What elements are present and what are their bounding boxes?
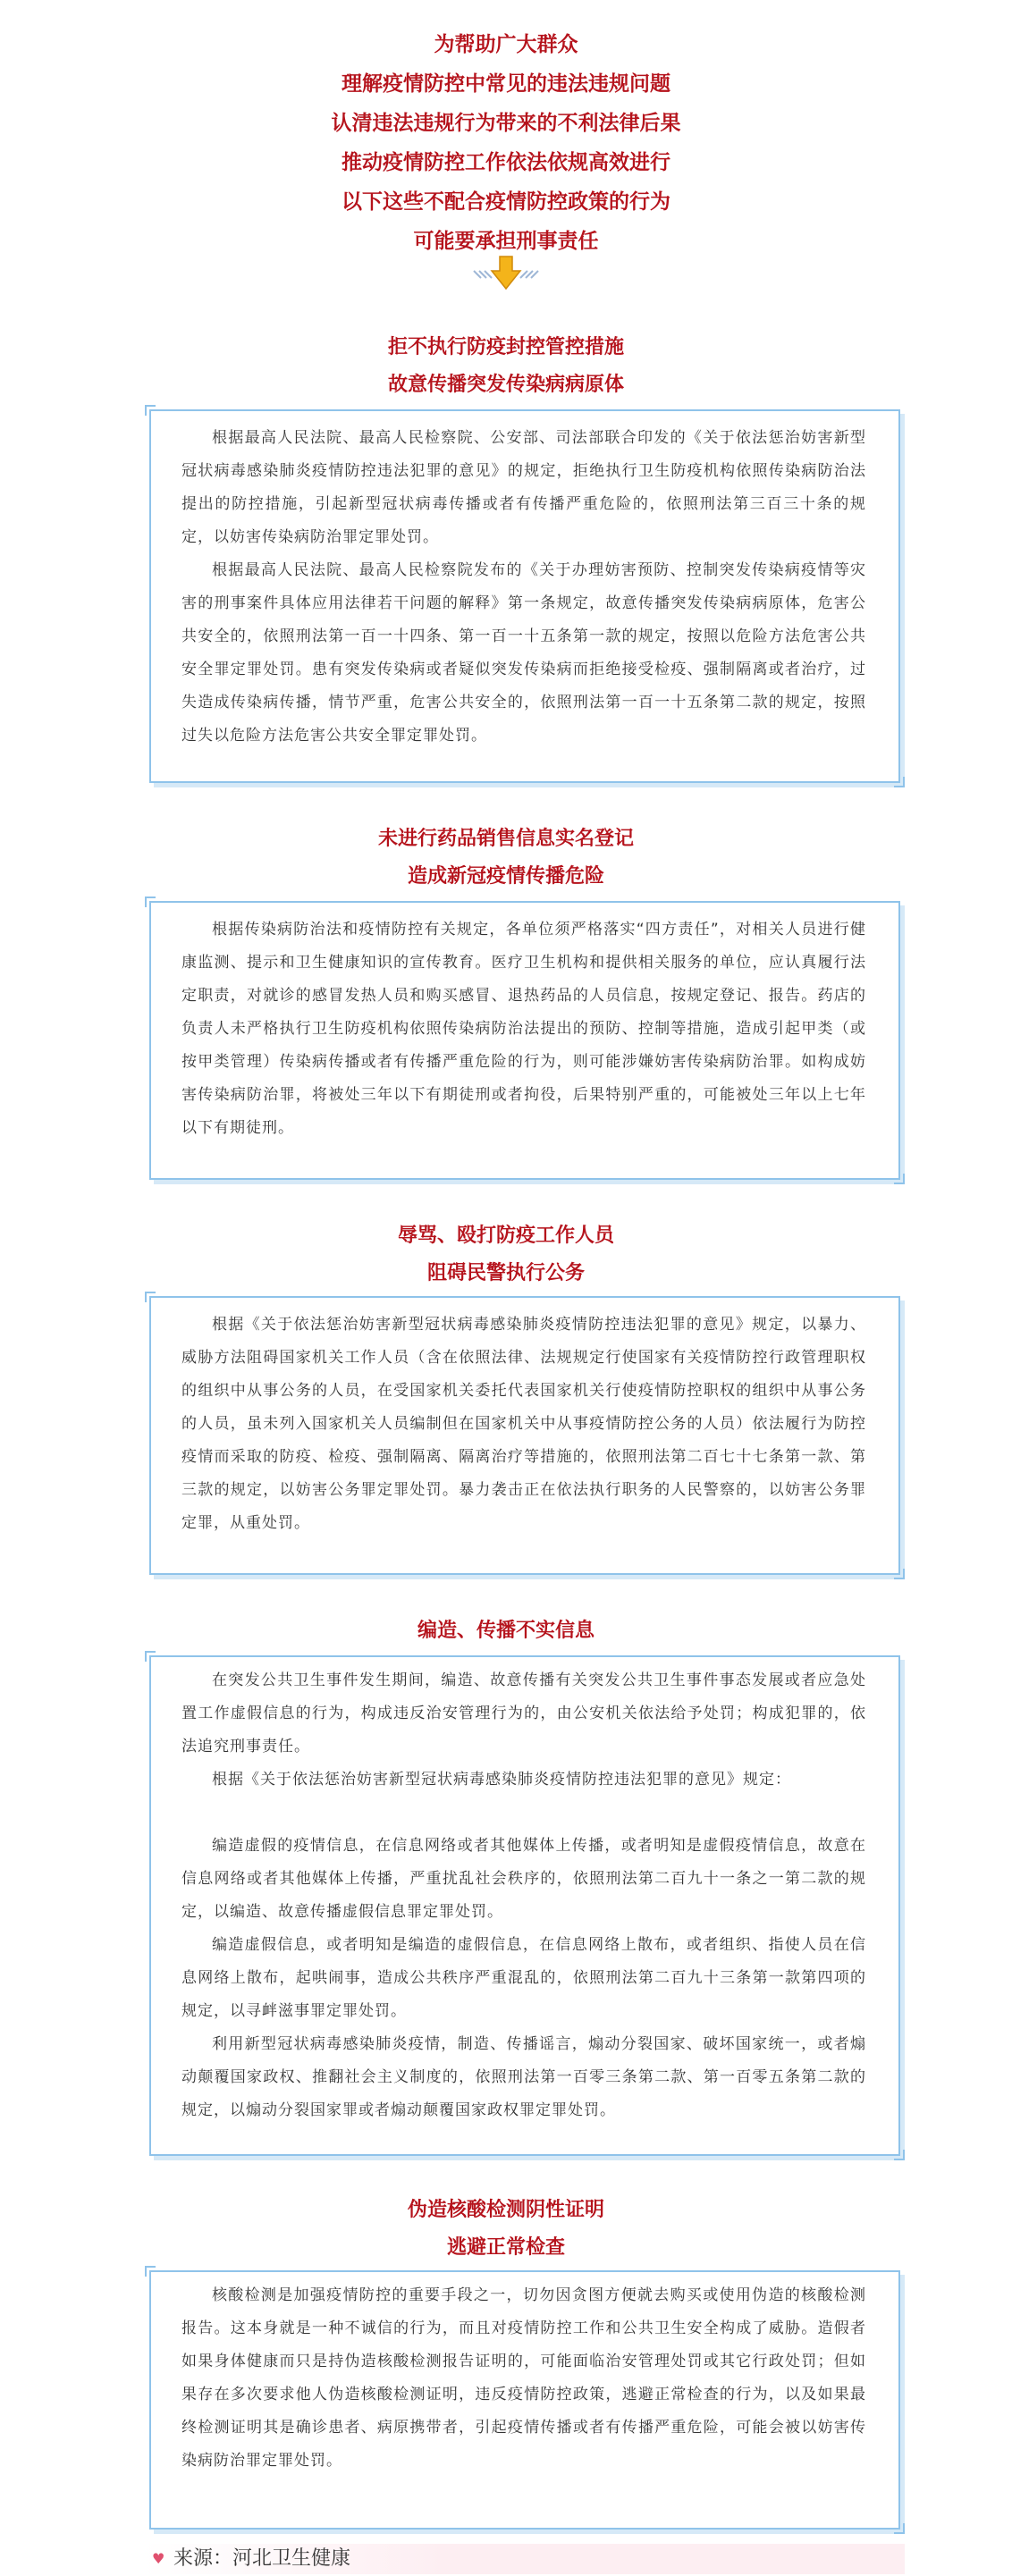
section-heading	[0, 821, 1012, 896]
section-heading	[0, 329, 1012, 404]
paragraph: 根据《关于依法惩治妨害新型冠状病毒感染肺炎疫情防控违法犯罪的意见》规定，以暴力、威胁方法阻碍国家机关工作人员（含在依照法律、法规规定行使国家有关疫情防控行政管理职权的组织中从事公务的人员，在受国家机关委托代表国家机关行使疫情防控职权的组织中从事公务的人员，虽未列入国家机关人员编制但在国家机关中从事疫情防控公务的人员）依法履行为防控疫情而采取的防疫、检疫、强制隔离、隔离治疗等措施的，依照刑法第二百七十七条第一款、第三款的规定，以妨害公务罪定罪处罚。暴力袭击正在依法执行职务的人民警察的，以妨害公务罪定罪，从重处罚。	[181, 1316, 866, 1532]
content-box	[149, 901, 900, 1180]
section-title: 拒不执行防疫封控管控措施	[387, 336, 624, 358]
section-title: 辱骂、殴打防疫工作人员	[397, 1225, 614, 1247]
content-box	[149, 1296, 900, 1575]
paragraph: 编造虚假信息，或者明知是编造的虚假信息，在信息网络上散布，或者组织、指使人员在信息网络上散布，起哄闹事，造成公共秩序严重混乱的，依照刑法第二百九十三条第一款第四项的规定，以寻衅滋事罪定罪处罚。	[181, 1936, 866, 2020]
section-title: 故意传播突发传染病病原体	[387, 374, 624, 396]
intro-line: 理解疫情防控中常见的违法违规问题	[342, 72, 670, 96]
section-heading	[0, 2192, 1012, 2267]
intro-line: 为帮助广大群众	[434, 33, 578, 56]
content-box	[149, 2270, 900, 2530]
section-title: 阻碍民警执行公务	[426, 1262, 585, 1284]
section-heading	[0, 1217, 1012, 1292]
paragraph: 在突发公共卫生事件发生期间，编造、故意传播有关突发公共卫生事件事态发展或者应急处置工作虚假信息的行为，构成违反治安管理行为的，由公安机关依法给予处罚；构成犯罪的，依法追究刑事责任。	[181, 1671, 866, 1755]
section-title: 未进行药品销售信息实名登记	[377, 828, 634, 850]
section-title: 编造、传播不实信息	[417, 1620, 595, 1642]
section-title: 造成新冠疫情传播危险	[407, 865, 604, 888]
section-heading	[0, 1612, 1012, 1650]
section-title: 伪造核酸检测阴性证明	[407, 2199, 604, 2221]
intro-line: 推动疫情防控工作依法依规高效进行	[342, 151, 670, 174]
intro-line: 认清违法违规行为带来的不利法律后果	[331, 112, 681, 135]
section-title: 逃避正常检查	[446, 2236, 565, 2259]
down-arrow-icon	[470, 253, 542, 292]
paragraph: 根据《关于依法惩治妨害新型冠状病毒感染肺炎疫情防控违法犯罪的意见》规定：	[212, 1771, 791, 1789]
paragraph: 编造虚假的疫情信息，在信息网络或者其他媒体上传播，或者明知是虚假疫情信息，故意在信息网络或者其他媒体上传播，严重扰乱社会秩序的，依照刑法第二百九十一条之一第二款的规定，以编造、故意传播虚假信息罪定罪处罚。	[181, 1837, 866, 1921]
content-box	[149, 1655, 900, 2156]
paragraph: 利用新型冠状病毒感染肺炎疫情，制造、传播谣言，煽动分裂国家、破坏国家统一，或者煽动颠覆国家政权、推翻社会主义制度的，依照刑法第一百零三条第二款、第一百零五条第二款的规定，以煽动分裂国家罪或者煽动颠覆国家政权罪定罪处罚。	[181, 2035, 866, 2119]
paragraph: 核酸检测是加强疫情防控的重要手段之一，切勿因贪图方便就去购买或使用伪造的核酸检测报告。这本身就是一种不诚信的行为，而且对疫情防控工作和公共卫生安全构成了威胁。造假者如果身体健康而只是持伪造核酸检测报告证明的，可能面临治安管理处罚或其它行政处罚；但如果存在多次要求他人伪造核酸检测证明，违反疫情防控政策，逃避正常检查的行为，以及如果最终检测证明其是确诊患者、病原携带者，引起疫情传播或者有传播严重危险，可能会被以妨害传染病防治罪定罪处罚。	[181, 2286, 866, 2470]
content-box	[149, 409, 900, 783]
intro-line: 以下这些不配合疫情防控政策的行为	[342, 190, 670, 214]
paragraph: 根据最高人民法院、最高人民检察院、公安部、司法部联合印发的《关于依法惩治妨害新型冠状病毒感染肺炎疫情防控违法犯罪的意见》的规定，拒绝执行卫生防疫机构依照传染病防治法提出的防控措施，引起新型冠状病毒传播或者有传播严重危险的，依照刑法第三百三十条的规定，以妨害传染病防治罪定罪处罚。	[181, 429, 866, 546]
paragraph: 根据传染病防治法和疫情防控有关规定，各单位须严格落实“四方责任”，对相关人员进行健康监测、提示和卫生健康知识的宣传教育。医疗卫生机构和提供相关服务的单位，应认真履行法定职责，对就诊的感冒发热人员和购买感冒、退热药品的人员信息，按规定登记、报告。药店的负责人未严格执行卫生防疫机构依照传染病防治法提出的预防、控制等措施，造成引起甲类（或按甲类管理）传染病传播或者有传播严重危险的行为，则可能涉嫌妨害传染病防治罪。如构成妨害传染病防治罪，将被处三年以下有期徒刑或者拘役，后果特别严重的，可能被处三年以上七年以下有期徒刑。	[181, 921, 866, 1137]
intro-line: 可能要承担刑事责任	[413, 230, 599, 253]
paragraph: 根据最高人民法院、最高人民检察院发布的《关于办理妨害预防、控制突发传染病疫情等灾害的刑事案件具体应用法律若干问题的解释》第一条规定，故意传播突发传染病病原体，危害公共安全的，依照刑法第一百一十四条、第一百一十五条第一款的规定，按照以危险方法危害公共安全罪定罪处罚。患有突发传染病或者疑似突发传染病而拒绝接受检疫、强制隔离或者治疗，过失造成传染病传播，情节严重，危害公共安全的，依照刑法第一百一十五条第二款的规定，按照过失以危险方法危害公共安全罪定罪处罚。	[181, 561, 866, 745]
intro-block	[0, 25, 1012, 261]
heart-icon: ♥	[152, 2550, 165, 2567]
source-text: 来源：河北卫生健康	[173, 2547, 351, 2570]
